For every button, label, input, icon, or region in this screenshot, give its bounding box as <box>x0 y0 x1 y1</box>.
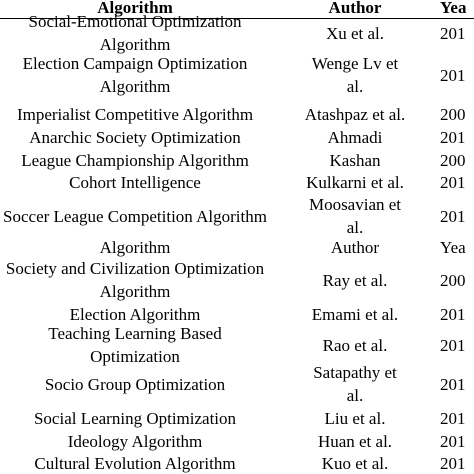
year-cell: 201 <box>440 23 466 43</box>
author-cell: Liu et al. <box>324 408 386 428</box>
algorithm-cell: Election Campaign Optimization <box>22 54 248 73</box>
year-cell: 201 <box>440 206 466 226</box>
year-cell: 201 <box>440 374 466 394</box>
algorithm-cell: Imperialist Competitive Algorithm <box>16 104 254 124</box>
year-cell: Yea <box>440 237 466 257</box>
author-cell: Moosavian et <box>308 195 402 214</box>
algorithm-cell: Soccer League Competition Algorithm <box>3 206 267 226</box>
year-cell: 201 <box>440 408 466 428</box>
algorithm-cell: Social Learning Optimization <box>33 408 237 428</box>
algorithm-cell: Cohort Intelligence <box>69 172 201 192</box>
year-cell: 200 <box>440 104 466 124</box>
header-year: Yea <box>440 0 467 17</box>
author-cell: Kuo et al. <box>321 453 389 473</box>
algorithm-cell: Teaching Learning Based <box>48 324 222 343</box>
algorithm-cell: Optimization <box>90 347 180 366</box>
header-algorithm: Algorithm <box>97 0 173 17</box>
author-cell: Ray et al. <box>322 270 388 290</box>
author-cell: Huan et al. <box>317 431 393 451</box>
algorithm-cell: Socio Group Optimization <box>44 374 226 394</box>
algorithm-cell: Algorithm <box>99 237 171 257</box>
year-cell: 201 <box>440 65 466 85</box>
author-cell: Rao et al. <box>322 335 388 355</box>
algorithm-cell: Anarchic Society Optimization <box>29 127 241 147</box>
author-cell: Satapathy et <box>313 363 397 382</box>
year-cell: 201 <box>440 335 466 355</box>
algorithm-cell: Algorithm <box>99 77 171 96</box>
algorithm-cell: Election Algorithm <box>69 304 201 324</box>
year-cell: 201 <box>440 453 466 473</box>
algorithm-cell: Social-Emotional Optimization <box>28 12 242 31</box>
header-author: Author <box>328 0 382 17</box>
year-cell: 201 <box>440 127 466 147</box>
algorithm-cell: Society and Civilization Optimization <box>5 259 265 278</box>
author-cell: Wenge Lv et <box>311 54 399 73</box>
author-cell: al. <box>346 386 364 405</box>
author-cell: Emami et al. <box>311 304 399 324</box>
author-cell: Xu et al. <box>325 23 385 43</box>
author-cell: Kashan <box>329 150 381 170</box>
author-cell: Atashpaz et al. <box>304 104 406 124</box>
algorithm-cell: Cultural Evolution Algorithm <box>34 453 236 473</box>
algorithm-cell: League Championship Algorithm <box>21 150 249 170</box>
year-cell: 201 <box>440 172 466 192</box>
author-cell: Author <box>330 237 380 257</box>
author-cell: al. <box>346 77 364 96</box>
algorithm-cell: Algorithm <box>99 35 171 54</box>
year-cell: 201 <box>440 304 466 324</box>
algorithm-cell: Ideology Algorithm <box>67 431 203 451</box>
year-cell: 200 <box>440 150 466 170</box>
year-cell: 200 <box>440 270 466 290</box>
author-cell: Ahmadi <box>327 127 383 147</box>
algorithm-cell: Algorithm <box>99 282 171 301</box>
author-cell: al. <box>346 218 364 237</box>
author-cell: Kulkarni et al. <box>306 172 404 192</box>
year-cell: 201 <box>440 431 466 451</box>
